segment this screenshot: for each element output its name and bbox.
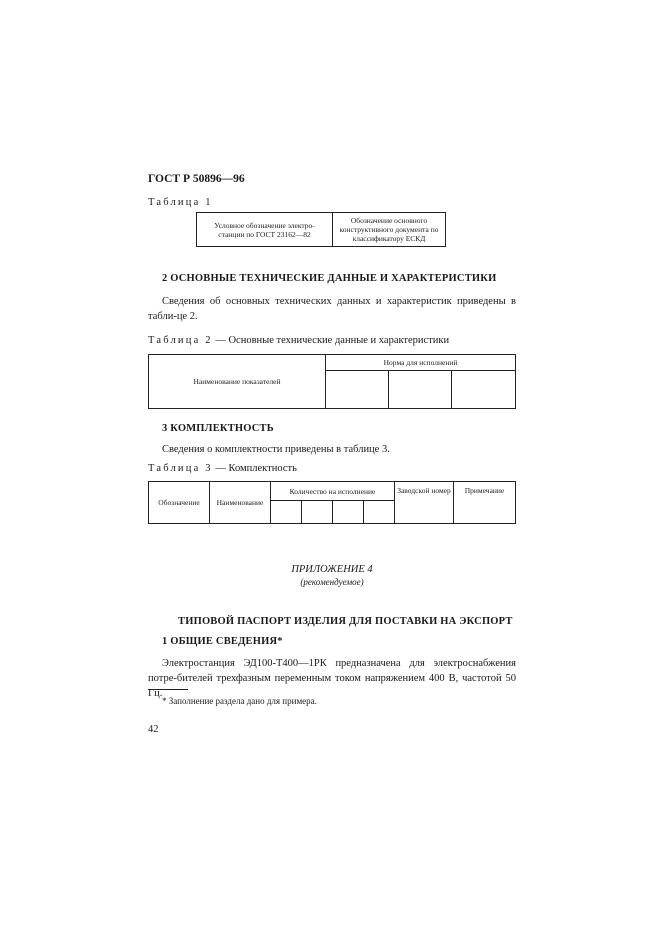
table2-caption-title: — Основные технические данные и характеристики [212, 335, 450, 346]
appendix-heading: ТИПОВОЙ ПАСПОРТ ИЗДЕЛИЯ ДЛЯ ПОСТАВКИ НА ЭКСПОРТ [178, 616, 513, 627]
table1-col-designation: Условное обозначение электро-станции по ГОСТ 23162—82 [197, 213, 333, 247]
section2-paragraph: Сведения об основных технических данных и характеристик приведены в табли-це 2. [148, 296, 516, 322]
table1-col-document: Обозначение основного конструктивного документа по классификатору ЕСКД [333, 213, 446, 247]
table2-cell [452, 371, 516, 409]
table3-col-qty: Количество на исполнение [271, 482, 395, 501]
page-number: 42 [148, 724, 159, 735]
section2-heading: 2 ОСНОВНЫЕ ТЕХНИЧЕСКИЕ ДАННЫЕ И ХАРАКТЕРИСТИКИ [162, 273, 497, 284]
table3-cell [271, 501, 302, 524]
table2-col-name: Наименование показателей [149, 355, 326, 409]
table3 [148, 481, 516, 524]
table3-cell [333, 501, 364, 524]
table3-col-designation: Обозначение [149, 482, 210, 524]
appendix-subtitle: (рекомендуемое) [300, 577, 364, 587]
table3-cell [302, 501, 333, 524]
table3-caption [148, 463, 297, 474]
footnote-rule [148, 689, 188, 690]
table2-caption [148, 335, 449, 346]
table3-col-name: Наименование [210, 482, 271, 524]
table3-caption-title: — Комплектность [212, 463, 297, 474]
table3-caption-label: Таблица 3 [148, 463, 213, 474]
appendix-subsection: 1 ОБЩИЕ СВЕДЕНИЯ* [162, 636, 283, 647]
appendix-title: ПРИЛОЖЕНИЕ 4 [291, 564, 373, 575]
table2-cell [326, 371, 389, 409]
section3-heading: 3 КОМПЛЕКТНОСТЬ [162, 423, 274, 434]
footnote: * Заполнение раздела дано для примера. [162, 696, 317, 706]
table2-caption-label: Таблица 2 [148, 335, 213, 346]
document-header: ГОСТ Р 50896—96 [148, 173, 245, 185]
table1 [196, 212, 446, 247]
table3-col-serial: Заводской номер [395, 482, 454, 524]
table1-caption: Таблица 1 [148, 197, 213, 208]
table3-col-note: Примечание [454, 482, 516, 524]
table2 [148, 354, 516, 409]
appendix-paragraph: Электростанция ЭД100-Т400—1РК предназначена для электроснабжения потре-бителей трехфазным переменным током напряжением 400 В, частотой 50 Гц. [148, 658, 516, 699]
table3-cell [364, 501, 395, 524]
section3-paragraph: Сведения о комплектности приведены в таблице 3. [162, 444, 390, 455]
table2-cell [389, 371, 452, 409]
table2-col-norm: Норма для исполнений [326, 355, 516, 371]
